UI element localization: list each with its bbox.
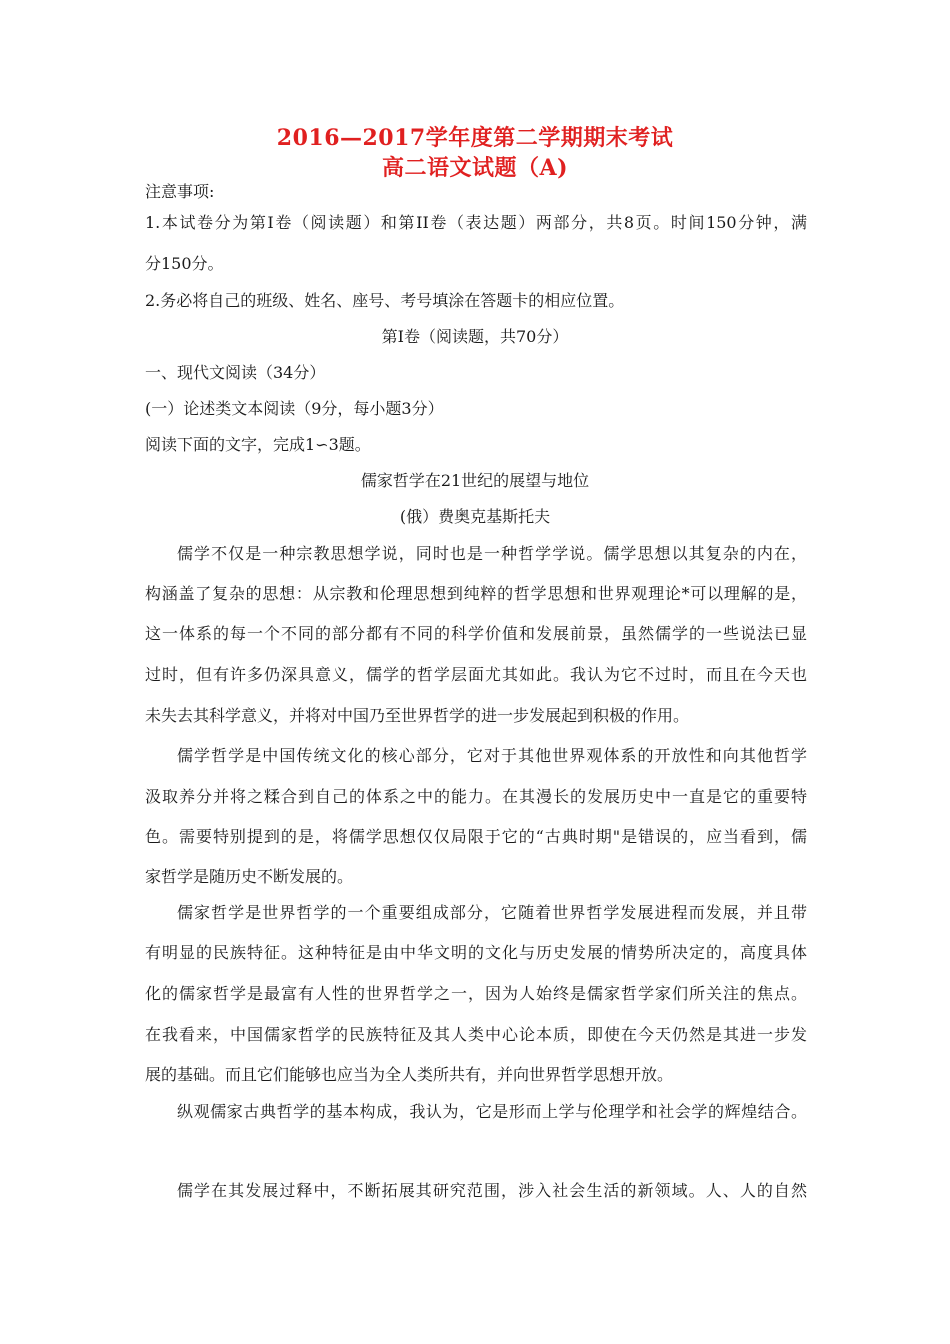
paragraph-line: 儒学在其发展过释中，不断拓展其研究范围，涉入社会生活的新领域。人、人的自然 (177, 1181, 807, 1200)
notes-item-1-line-2: 分150分。 (145, 254, 224, 273)
paragraph-line: 过时，但有许多仍深具意义，儒学的哲学层面尤其如此。我认为它不过时，而且在今天也 (145, 665, 807, 684)
exam-subtitle: 高二语文试题（A) (382, 155, 568, 181)
reading-instruction: 阅读下面的文字，完成1∽3题。 (145, 435, 371, 454)
paragraph-line: 构涵盖了复杂的思想：从宗教和伦理思想到纯粹的哲学思想和世界观理论*可以理解的是， (145, 584, 807, 603)
article-author: (俄）费奥克基斯托夫 (399, 507, 551, 526)
article-title: 儒家哲学在21世纪的展望与地位 (360, 471, 590, 490)
paragraph-line: 在我看来，中国儒家哲学的民族特征及其人类中心论本质，即使在今天仍然是其进一步发 (145, 1025, 807, 1044)
paragraph-line: 展的基础。而且它们能够也应当为全人类所共有，并向世界哲学思想开放。 (145, 1065, 674, 1084)
notes-heading: 注意事项: (145, 182, 215, 201)
part-heading: 一、现代文阅读（34分） (145, 363, 326, 382)
paragraph-line: 儒家哲学是世界哲学的一个重要组成部分，它随着世界哲学发展进程而发展，并且带 (177, 903, 807, 922)
paragraph-line: 未失去其科学意义，并将对中国乃至世界哲学的进一步发展起到积极的作用。 (145, 706, 690, 725)
paragraph-line: 汲取养分并将之糅合到自己的体系之中的能力。在其漫长的发展历史中一直是它的重要特 (145, 787, 807, 806)
paragraph-line: 这一体系的每一个不同的部分都有不同的科学价值和发展前景，虽然儒学的一些说法已显 (145, 624, 807, 643)
exam-title: 2016—2017学年度第二学期期末考试 (276, 125, 674, 151)
paragraph-line: 化的儒家哲学是最富有人性的世界哲学之一，因为人始终是儒家哲学家们所关注的焦点。 (145, 984, 807, 1003)
paragraph-line: 有明显的民族特征。这种特征是由中华文明的文化与历史发展的情势所决定的，高度具体 (145, 943, 807, 962)
notes-item-2: 2.务必将自己的班级、姓名、座号、考号填涂在答题卡的相应位置。 (145, 291, 625, 310)
subpart-heading: (一）论述类文本阅读（9分，每小题3分） (145, 399, 444, 418)
paragraph-line: 色。需要特别提到的是，将儒学思想仅仅局限于它的“古典时期"是错误的，应当看到，儒 (145, 827, 807, 846)
notes-item-1-line-1: 1.本试卷分为第Ⅰ卷（阅读题）和第II卷（表达题）两部分，共8页。时间150分钟，满 (145, 213, 807, 232)
paragraph-line: 纵观儒家古典哲学的基本构成，我认为，它是形而上学与伦理学和社会学的辉煌结合。 (177, 1102, 807, 1121)
paragraph-line: 家哲学是随历史不断发展的。 (145, 867, 354, 886)
paragraph-line: 儒学不仅是一种宗教思想学说，同时也是一种哲学学说。儒学思想以其复杂的内在， (177, 544, 807, 563)
paragraph-line: 儒学哲学是中国传统文化的核心部分，它对于其他世界观体系的开放性和向其他哲学 (177, 746, 807, 765)
volume-title: 第Ⅰ卷（阅读题，共70分） (381, 327, 569, 346)
